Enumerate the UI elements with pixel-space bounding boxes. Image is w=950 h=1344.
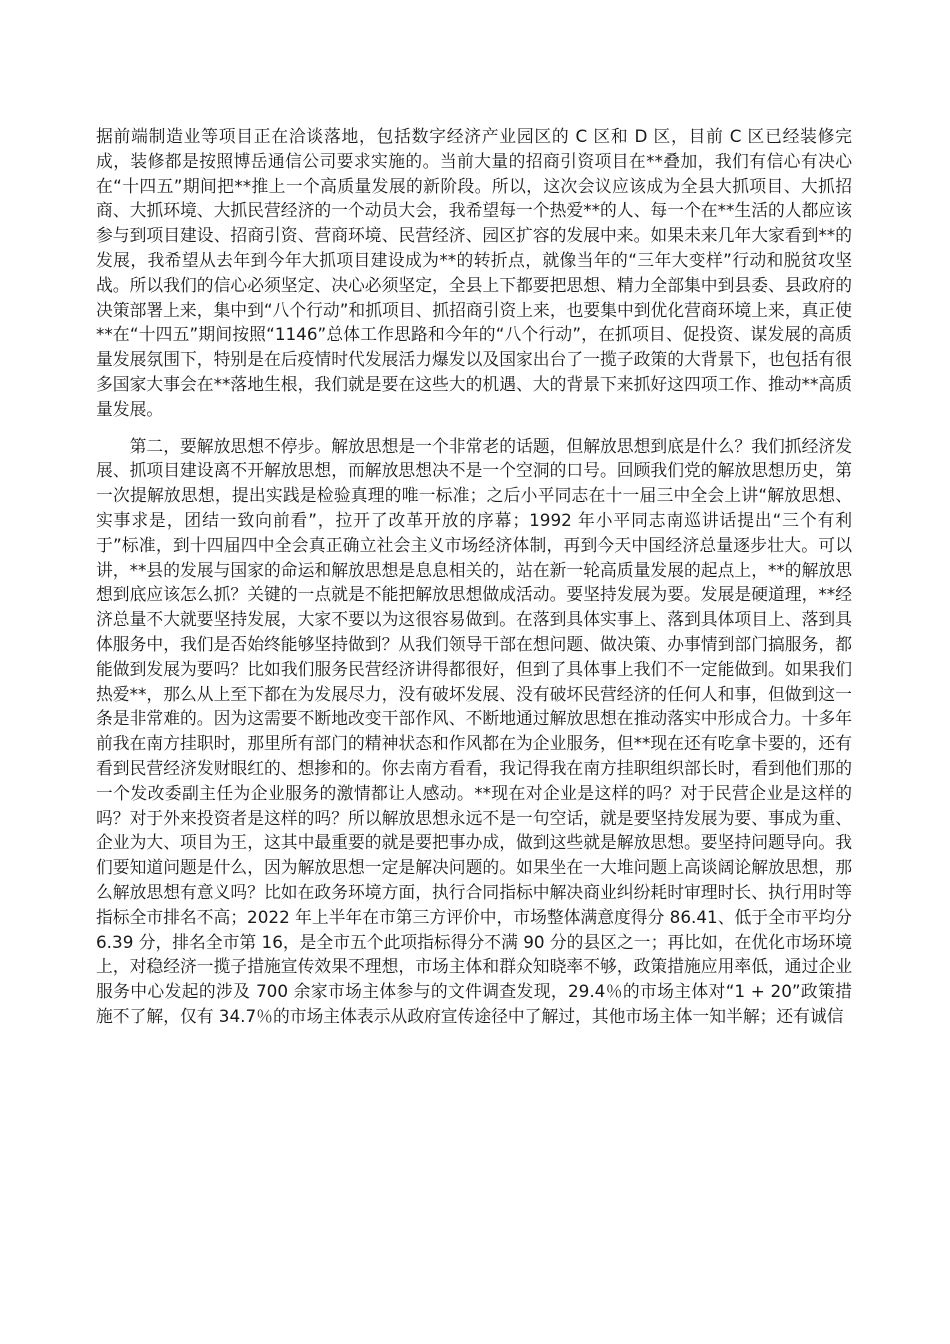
paragraph-2: 第二，要解放思想不停步。解放思想是一个非常老的话题，但解放思想到底是什么？我们抓经济发展、抓项目建设离不开解放思想，而解放思想决不是一个空洞的口号。回顾我们党的解放思想历史，第一次提解放思想，提出实践是检验真理的唯一标准；之后小平同志在十一届三中全会上讲“解放思想、实事求是，团结一致向前看”，拉开了改革开放的序幕；1992 年小平同志南巡讲话提出“三个有利于”标准，到十四届四中全会真正确立社会主义市场经济体制，再到今天中国经济总量逐步壮大。可以讲，**县的发展与国家的命运和解放思想是息息相关的，站在新一轮高质量发展的起点上，**的解放思想到底应该怎么抓？关键的一点就是不能把解放思想做成活动。要坚持发展为要。发展是硬道理，**经济总量不大就要坚持发展，大家不要以为这很容易做到。在落到具体实事上、落到具体项目上、落到具体服务中，我们是否始终能够坚持做到？从我们领导干部在想问题、做决策、办事情到部门搞服务，都能做到发展为要吗？比如我们服务民营经济讲得都很好，但到了具体事上我们不一定能做到。如果我们热爱**，那么从上至下都在为发展尽力，没有破坏发展、没有破坏民营经济的任何人和事，但做到这一条是非常难的。因为这需要不断地改变干部作风、不断地通过解放思想在推动落实中形成合力。十多年前我在南方挂职时，那里所有部门的精神状态和作风都在为企业服务，但**现在还有吃拿卡要的，还有看到民营经济发财眼红的、想掺和的。你去南方看看，我记得我在南方挂职组织部长时，看到他们那的一个发改委副主任为企业服务的激情都让人感动。**现在对企业是这样的吗？对于民营企业是这样的吗？对于外来投资者是这样的吗？所以解放思想永远不是一句空话，就是要坚持发展为要、事成为重、企业为大、项目为王，这其中最重要的就是要把事办成，做到这些就是解放思想。要坚持问题导向。我们要知道问题是什么，因为解放思想一定是解决问题的。如果坐在一大堆问题上高谈阔论解放思想，那么解放思想有意义吗？比如在政务环境方面，执行合同指标中解决商业纠纷耗时审理时长、执行用时等指标全市排名不高；2022 年上半年在市第三方评价中，市场整体满意度得分 86.41、低于全市平均分 6.39 分，排名全市第 16，是全市五个此项指标得分不满 90 分的县区之一；再比如，在优化市场环境上，对稳经济一揽子措施宣传效果不理想，市场主体和群众知晓率不够，政策措施应用率低，通过企业服务中心发起的涉及 700 余家市场主体参与的文件调查发现，29.4％的市场主体对“1 + 20”政策措施不了解，仅有 34.7％的市场主体表示从政府宣传途径中了解过，其他市场主体一知半解；还有诚信	[96, 435, 852, 1026]
paragraph-1: 据前端制造业等项目正在洽谈落地，包括数字经济产业园区的 C 区和 D 区，目前 C 区已经装修完成，装修都是按照博岳通信公司要求实施的。当前大量的招商引资项目在**叠加，我们有信心有决心在“十四五”期间把**推上一个高质量发展的新阶段。所以，这次会议应该成为全县大抓项目、大抓招商、大抓环境、大抓民营经济的一个动员大会，我希望每一个热爱**的人、每一个在**生活的人都应该参与到项目建设、招商引资、营商环境、民营经济、园区扩容的发展中来。如果未来几年大家看到**的发展，我希望从去年到今年大抓项目建设成为**的转折点，就像当年的“三年大变样”行动和脱贫攻坚战。所以我们的信心必须坚定、决心必须坚定，全县上下都要把思想、精力全部集中到县委、县政府的决策部署上来，集中到“八个行动”和抓项目、抓招商引资上来，也要集中到优化营商环境上来，真正使**在“十四五”期间按照“1146”总体工作思路和今年的“八个行动”，在抓项目、促投资、谋发展的高质量发展氛围下，特别是在后疫情时代发展活力爆发以及国家出台了一揽子政策的大背景下，也包括有很多国家大事会在**落地生根，我们就是要在这些大的机遇、大的背景下来抓好这四项工作、推动**高质量发展。	[96, 126, 852, 419]
document-page	[96, 124, 852, 1029]
